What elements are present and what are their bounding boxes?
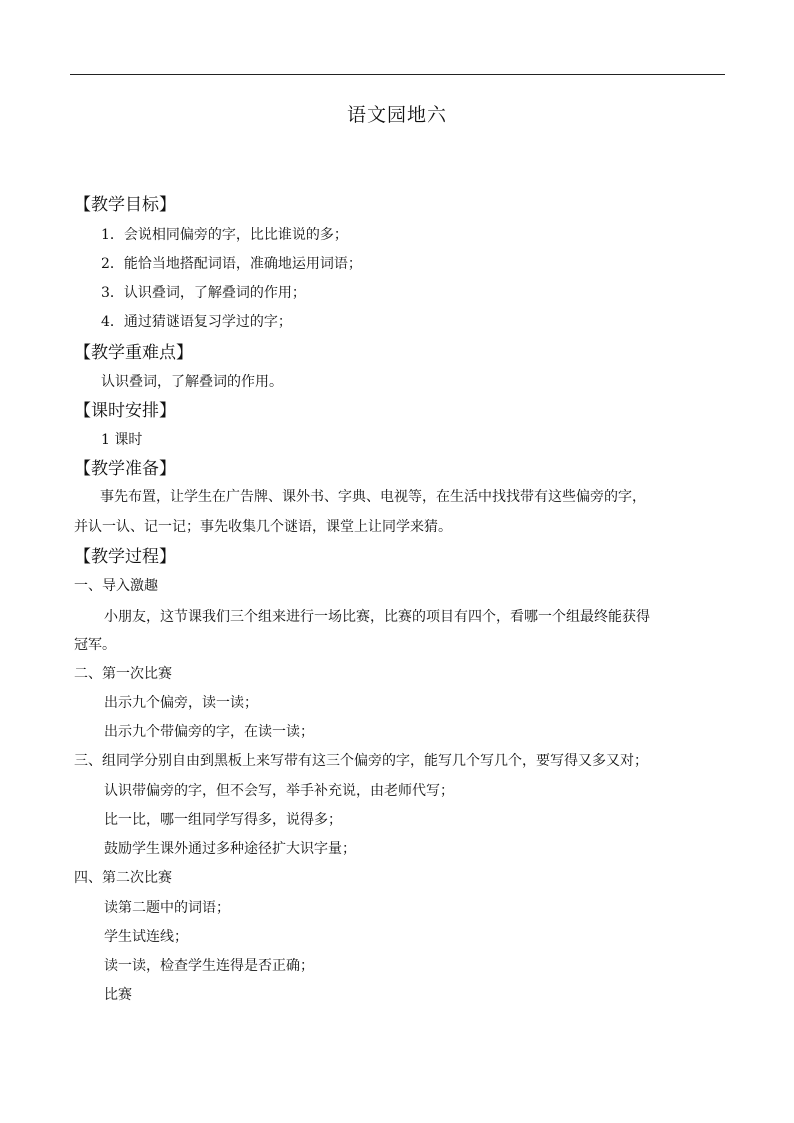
section-heading-objectives: 【教学目标】 xyxy=(74,195,176,215)
schedule-text: 1 课时 xyxy=(101,432,143,448)
process-step-1-title: 一、导入激趣 xyxy=(74,578,158,594)
process-step-3-line-2: 比一比，哪一组同学写得多，说得多； xyxy=(104,812,342,828)
section-heading-preparation: 【教学准备】 xyxy=(74,459,176,479)
process-step-3-line-1: 认识带偏旁的字，但不会写，举手补充说，由老师代写； xyxy=(104,783,454,799)
section-heading-process: 【教学过程】 xyxy=(74,547,176,567)
process-step-4-line-3: 读一读，检查学生连得是否正确； xyxy=(104,958,314,974)
process-step-2-line-1: 出示九个偏旁，读一读； xyxy=(104,695,258,711)
process-step-4-line-4: 比赛 xyxy=(104,987,132,1003)
process-step-2-title: 二、第一次比赛 xyxy=(74,666,172,682)
process-step-4-title: 四、第二次比赛 xyxy=(74,870,172,886)
process-step-1-line-2: 冠军。 xyxy=(74,637,116,653)
preparation-line-1: 事先布置，让学生在广告牌、课外书、字典、电视等，在生活中找找带有这些偏旁的字， xyxy=(100,489,646,505)
objective-item-3: 3．认识叠词，了解叠词的作用； xyxy=(101,285,306,301)
section-heading-schedule: 【课时安排】 xyxy=(74,401,176,421)
header-rule xyxy=(70,74,725,75)
page-title: 语文园地六 xyxy=(346,104,447,126)
process-step-1-line-1: 小朋友，这节课我们三个组来进行一场比赛，比赛的项目有四个，看哪一个组最终能获得 xyxy=(104,609,650,625)
process-step-3-line-3: 鼓励学生课外通过多种途径扩大识字量； xyxy=(104,841,356,857)
key-points-text: 认识叠词，了解叠词的作用。 xyxy=(101,374,283,390)
objective-item-1: 1．会说相同偏旁的字，比比谁说的多； xyxy=(101,227,348,243)
section-heading-key-points: 【教学重难点】 xyxy=(74,343,193,363)
process-step-4-line-1: 读第二题中的词语； xyxy=(104,900,230,916)
preparation-line-2: 并认一认、记一记；事先收集几个谜语，课堂上让同学来猜。 xyxy=(74,519,452,535)
objective-item-4: 4．通过猜谜语复习学过的字； xyxy=(101,314,292,330)
process-step-4-line-2: 学生试连线； xyxy=(104,929,188,945)
objective-item-2: 2．能恰当地搭配词语，准确地运用词语； xyxy=(101,256,362,272)
process-step-2-line-2: 出示九个带偏旁的字，在读一读； xyxy=(104,724,314,740)
process-step-3-title: 三、组同学分别自由到黑板上来写带有这三个偏旁的字，能写几个写几个，要写得又多又对； xyxy=(74,753,648,769)
